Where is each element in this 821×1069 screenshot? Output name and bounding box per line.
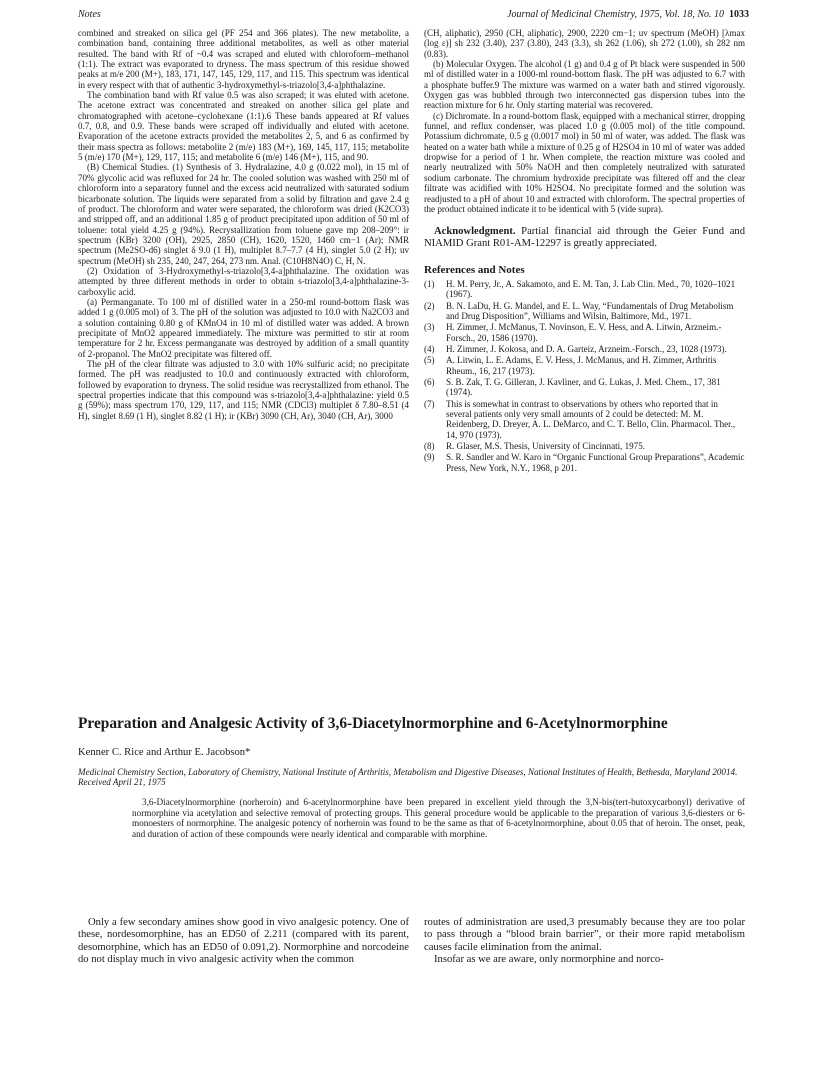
reference-number: (4)	[424, 344, 435, 354]
right-column	[424, 28, 745, 474]
reference-text: S. B. Zak, T. G. Gilleran, J. Kavliner, and G. Lukas, J. Med. Chem., 17, 381 (1974).	[446, 377, 721, 398]
reference-text: R. Glaser, M.S. Thesis, University of Cincinnati, 1975.	[446, 441, 645, 452]
reference-number: (7)	[424, 398, 435, 409]
reference-text: B. N. LaDu, H. G. Mandel, and E. L. Way, “Fundamentals of Drug Metabolism and Drug Disposition”, Williams and Wilsin, Baltimore, Md., 1971.	[446, 300, 734, 321]
reference-number: (2)	[424, 300, 435, 311]
running-header	[78, 9, 749, 23]
article-body-left	[78, 917, 409, 967]
reference-item	[424, 279, 745, 300]
reference-number: (6)	[424, 377, 435, 388]
reference-list	[424, 279, 745, 473]
paragraph: (c) Dichromate. In a round-bottom flask, equipped with a mechanical stirrer, dropping funnel, and reflux condenser, was placed 1.0 g (0.005 mol) of the title compound. Potassium dichromate, 0.5 g (0.0017 mol) in 50 ml of water, was added. The flask was heated on a water bath while a mixture of 0.25 g of H2SO4 in 10 ml of water was added dropwise for a period of 1 hr. When complete, the reaction mixture was cooled and nearly neutralized with 50% NaOH and then completely neutralized with saturated sodium carbonate. The chromium hydroxide precipitate was filtered off and the clear filtrate was acidified with 10% H2SO4. No precipitate formed and the solution was readjusted to a pH of about 10 and extracted with chloroform. The spectral properties of the product obtained indicate it to be identical with 5 (vide supra).	[424, 110, 745, 214]
paragraph: Only a few secondary amines show good in vivo analgesic potency. One of these, nordesomorphine, has an ED50 of 2.211 (compared with its parent, desomorphine, which has an ED50 of 0.091,2). Normorphine and norcodeine do not display much in vivo analgesic activity when the common	[78, 917, 409, 966]
paragraph: (b) Molecular Oxygen. The alcohol (1 g) and 0.4 g of Pt black were suspended in 500 ml of distilled water in a 1000-ml round-bottom flask. The pH was adjusted to 6.7 with a phosphate buffer.9 The mixture was warmed on a water bath and stirred vigorously. Oxygen gas was bubbled through two interconnected gas dispersion tubes into the reaction mixture for 6 hr. Only starting material was recovered.	[424, 59, 745, 111]
acknowledgment	[424, 226, 745, 250]
reference-item	[424, 399, 745, 440]
journal-name: Journal of Medicinal Chemistry, 1975, Vol. 18, No. 10	[507, 9, 724, 20]
paragraph: Insofar as we are aware, only normorphine and norco-	[434, 954, 664, 966]
reference-item	[424, 301, 745, 322]
paragraph: The pH of the clear filtrate was adjusted to 3.0 with 10% sulfuric acid; no precipitate formed. The pH was readjusted to 10.0 and continuously extracted with chloroform, followed by evaporation to dryness. The solid residue was recrystallized from ethanol. The spectral properties indicate that this compound was s-triazolo[3,4-a]phthalazine: yield 0.5 g (59%); mass spectrum 170, 129, 117, and 115; NMR (CDCl3) multiplet δ 7.80–8.51 (4 H), singlet 8.69 (1 H), singlet 8.82 (1 H); ir (KBr) 3090 (CH, Ar), 3040 (CH, Ar), 3000	[78, 359, 409, 421]
reference-number: (3)	[424, 322, 435, 333]
reference-text: S. R. Sandler and W. Karo in “Organic Functional Group Preparations”, Academic Press, New York, N.Y., 1968, p 201.	[446, 452, 745, 473]
references-heading: References and Notes	[424, 263, 525, 276]
reference-item	[424, 344, 745, 354]
reference-text: H. Zimmer, J. Kokosa, and D. A. Garteiz, Arzneim.-Forsch., 23, 1028 (1973).	[446, 344, 727, 354]
acknowledgment-text: Partial financial aid through the Geier Fund and NIAMID Grant R01-AM-12297 is greatly appreciated.	[424, 226, 745, 250]
reference-item	[424, 322, 745, 343]
paragraph: (2) Oxidation of 3-Hydroxymethyl-s-triazolo[3,4-a]phthalazine. The oxidation was attempted by three different methods in order to obtain s-triazolo[3,4-a]phthalazine-3-carboxylic acid.	[78, 265, 409, 297]
journal-citation	[507, 9, 749, 20]
article-block	[78, 714, 746, 839]
article-abstract: 3,6-Diacetylnormorphine (norheroin) and 6-acetylnormorphine have been prepared in excellent yield through the 3,N-bis(tert-butoxycarbonyl) derivative of normorphine via acetylation and selective removal of protecting groups. This general procedure would be applicable to the preparation of various 3,6-diesters or 6-monoesters of normorphine. The analgesic potency of norheroin was found to be the same as that of 6-acetylnormorphine, about 0.05 that of heroin. The onset, peak, and duration of action of these compounds were nearly identical and comparable with morphine.	[132, 797, 745, 839]
reference-text: This is somewhat in contrast to observations by others who reported that in several patients only very small amounts of 2 could be detected: M. M. Reidenberg, D. Dreyer, A. L. DeMarco, and C. T. Bello, Clin. Pharmacol. Ther., 14, 970 (1973).	[446, 398, 736, 440]
reference-item	[424, 377, 745, 398]
reference-text: H. Zimmer, J. McManus, T. Novinson, E. V. Hess, and A. Litwin, Arzneim.-Forsch., 20, 1586 (1970).	[446, 322, 722, 343]
paragraph: (a) Permanganate. To 100 ml of distilled water in a 250-ml round-bottom flask was added 1 g (0.005 mol) of 3. The pH of the solution was adjusted to 10.0 with Na2CO3 and a solution containing 0.80 g of KMnO4 in 10 ml of distilled water was added. A brown precipitate of MnO2 appeared immediately. The mixture was permitted to stir at room temperature for 2 hr. Excess permanganate was destroyed by addition of a small quantity of 2-propanol. The MnO2 precipitate was filtered off.	[78, 296, 409, 359]
reference-number: (9)	[424, 452, 435, 463]
paragraph: (CH, aliphatic), 2950 (CH, aliphatic), 2900, 2220 cm−1; uv spectrum (MeOH) [λmax (log ε)] sh 232 (3.40), 237 (3.80), 243 (3.3), sh 262 (1.06), sh 272 (1.00), sh 282 nm (0.83).	[424, 28, 745, 59]
reference-item	[424, 441, 745, 451]
reference-number: (8)	[424, 441, 435, 452]
paragraph: (B) Chemical Studies. (1) Synthesis of 3. Hydralazine, 4.0 g (0.022 mol), in 15 ml of 70% glycolic acid was refluxed for 24 hr. The cooled solution was washed with 250 ml of chloroform into a separatory funnel and the excess acid neutralized with saturated sodium bicarbonate solution. The liquids were separated from a solid by filtration and gave 2.4 g of product. The chloroform and water were separated, the chloroform was dried (K2CO3) and stripped off, and an additional 1.85 g of product precipitated upon addition of 50 ml of toluene: total yield 4.25 g (94%). Recrystallization from toluene gave mp 208–209°: ir spectrum (KBr) 3200 (OH), 2925, 2850 (CH), 1620, 1520, 1460 cm−1 (Ar); NMR spectrum (Me2SO-d6) singlet δ 9.0 (1 H), multiplet 8.7–7.7 (4 H), singlet 5.0 (2 H); uv spectrum (MeOH) sh 235, 240, 247, 264, 273 nm. Anal. (C10H8N4O) C, H, N.	[78, 162, 409, 266]
reference-text: A. Litwin, L. E. Adams, E. V. Hess, J. McManus, and H. Zimmer, Arthritis Rheum., 16, 217 (1973).	[446, 355, 717, 376]
acknowledgment-label: Acknowledgment.	[434, 226, 516, 238]
reference-text: H. M. Perry, Jr., A. Sakamoto, and E. M. Tan, J. Lab Clin. Med., 70, 1020–1021 (1967).	[446, 278, 736, 300]
article-body-right	[424, 917, 745, 967]
left-column	[78, 28, 409, 421]
reference-item	[424, 452, 745, 473]
reference-number: (1)	[424, 278, 435, 289]
paragraph: combined and streaked on silica gel (PF 254 and 366 plates). The new metabolite, a combination band, containing three additional metabolites, as well as other material resulted. The band with Rf of ~0.4 was scraped and eluted with chloroform–methanol (1:1). The extract was evaporated to dryness. The mass spectrum of this residue showed peaks at m/e 200 (M+), 183, 171, 147, 145, 129, 117, and 115. This spectrum was identical in every respect with that of authentic 3-hydroxymethyl-s-triazolo[3,4-a]phthalazine.	[78, 28, 409, 90]
article-title: Preparation and Analgesic Activity of 3,6-Diacetylnormorphine and 6-Acetylnormorphine	[78, 715, 668, 732]
paragraph: The combination band with Rf value 0.5 was also scraped; it was eluted with acetone. The acetone extract was concentrated and streaked on another silica gel plate and chromatographed with acetone–cyclohexane (1:1).6 These bands appeared at Rf values 0.7, 0.8, and 0.9. These bands were scraped off individually and eluted with acetone. Evaporation of the acetone extracts provided the metabolites 2, 5, and 6 as confirmed by their mass spectra as follows: metabolite 2 (m/e) 183 (M+), 169, 145, 117, 115; metabolite 5 (m/e) 170 (M+), 129, 117, 115; and metabolite 6 (m/e) 146 (M+), 115, and 90.	[78, 90, 409, 163]
paragraph: routes of administration are used,3 presumably because they are too polar to pass through a “blood brain barrier”, or their more rapid metabolism causes facile elimination from the animal.	[424, 917, 745, 953]
article-affiliation: Medicinal Chemistry Section, Laboratory of Chemistry, National Institute of Arthritis, Metabolism and Digestive Diseases, National Institutes of Health, Bethesda, Maryland 20014. Received April 21, 1975	[78, 766, 738, 787]
section-label: Notes	[78, 9, 101, 20]
reference-item	[424, 355, 745, 376]
page-number: 1033	[729, 9, 749, 20]
reference-number: (5)	[424, 355, 435, 366]
article-authors: Kenner C. Rice and Arthur E. Jacobson*	[78, 746, 251, 758]
